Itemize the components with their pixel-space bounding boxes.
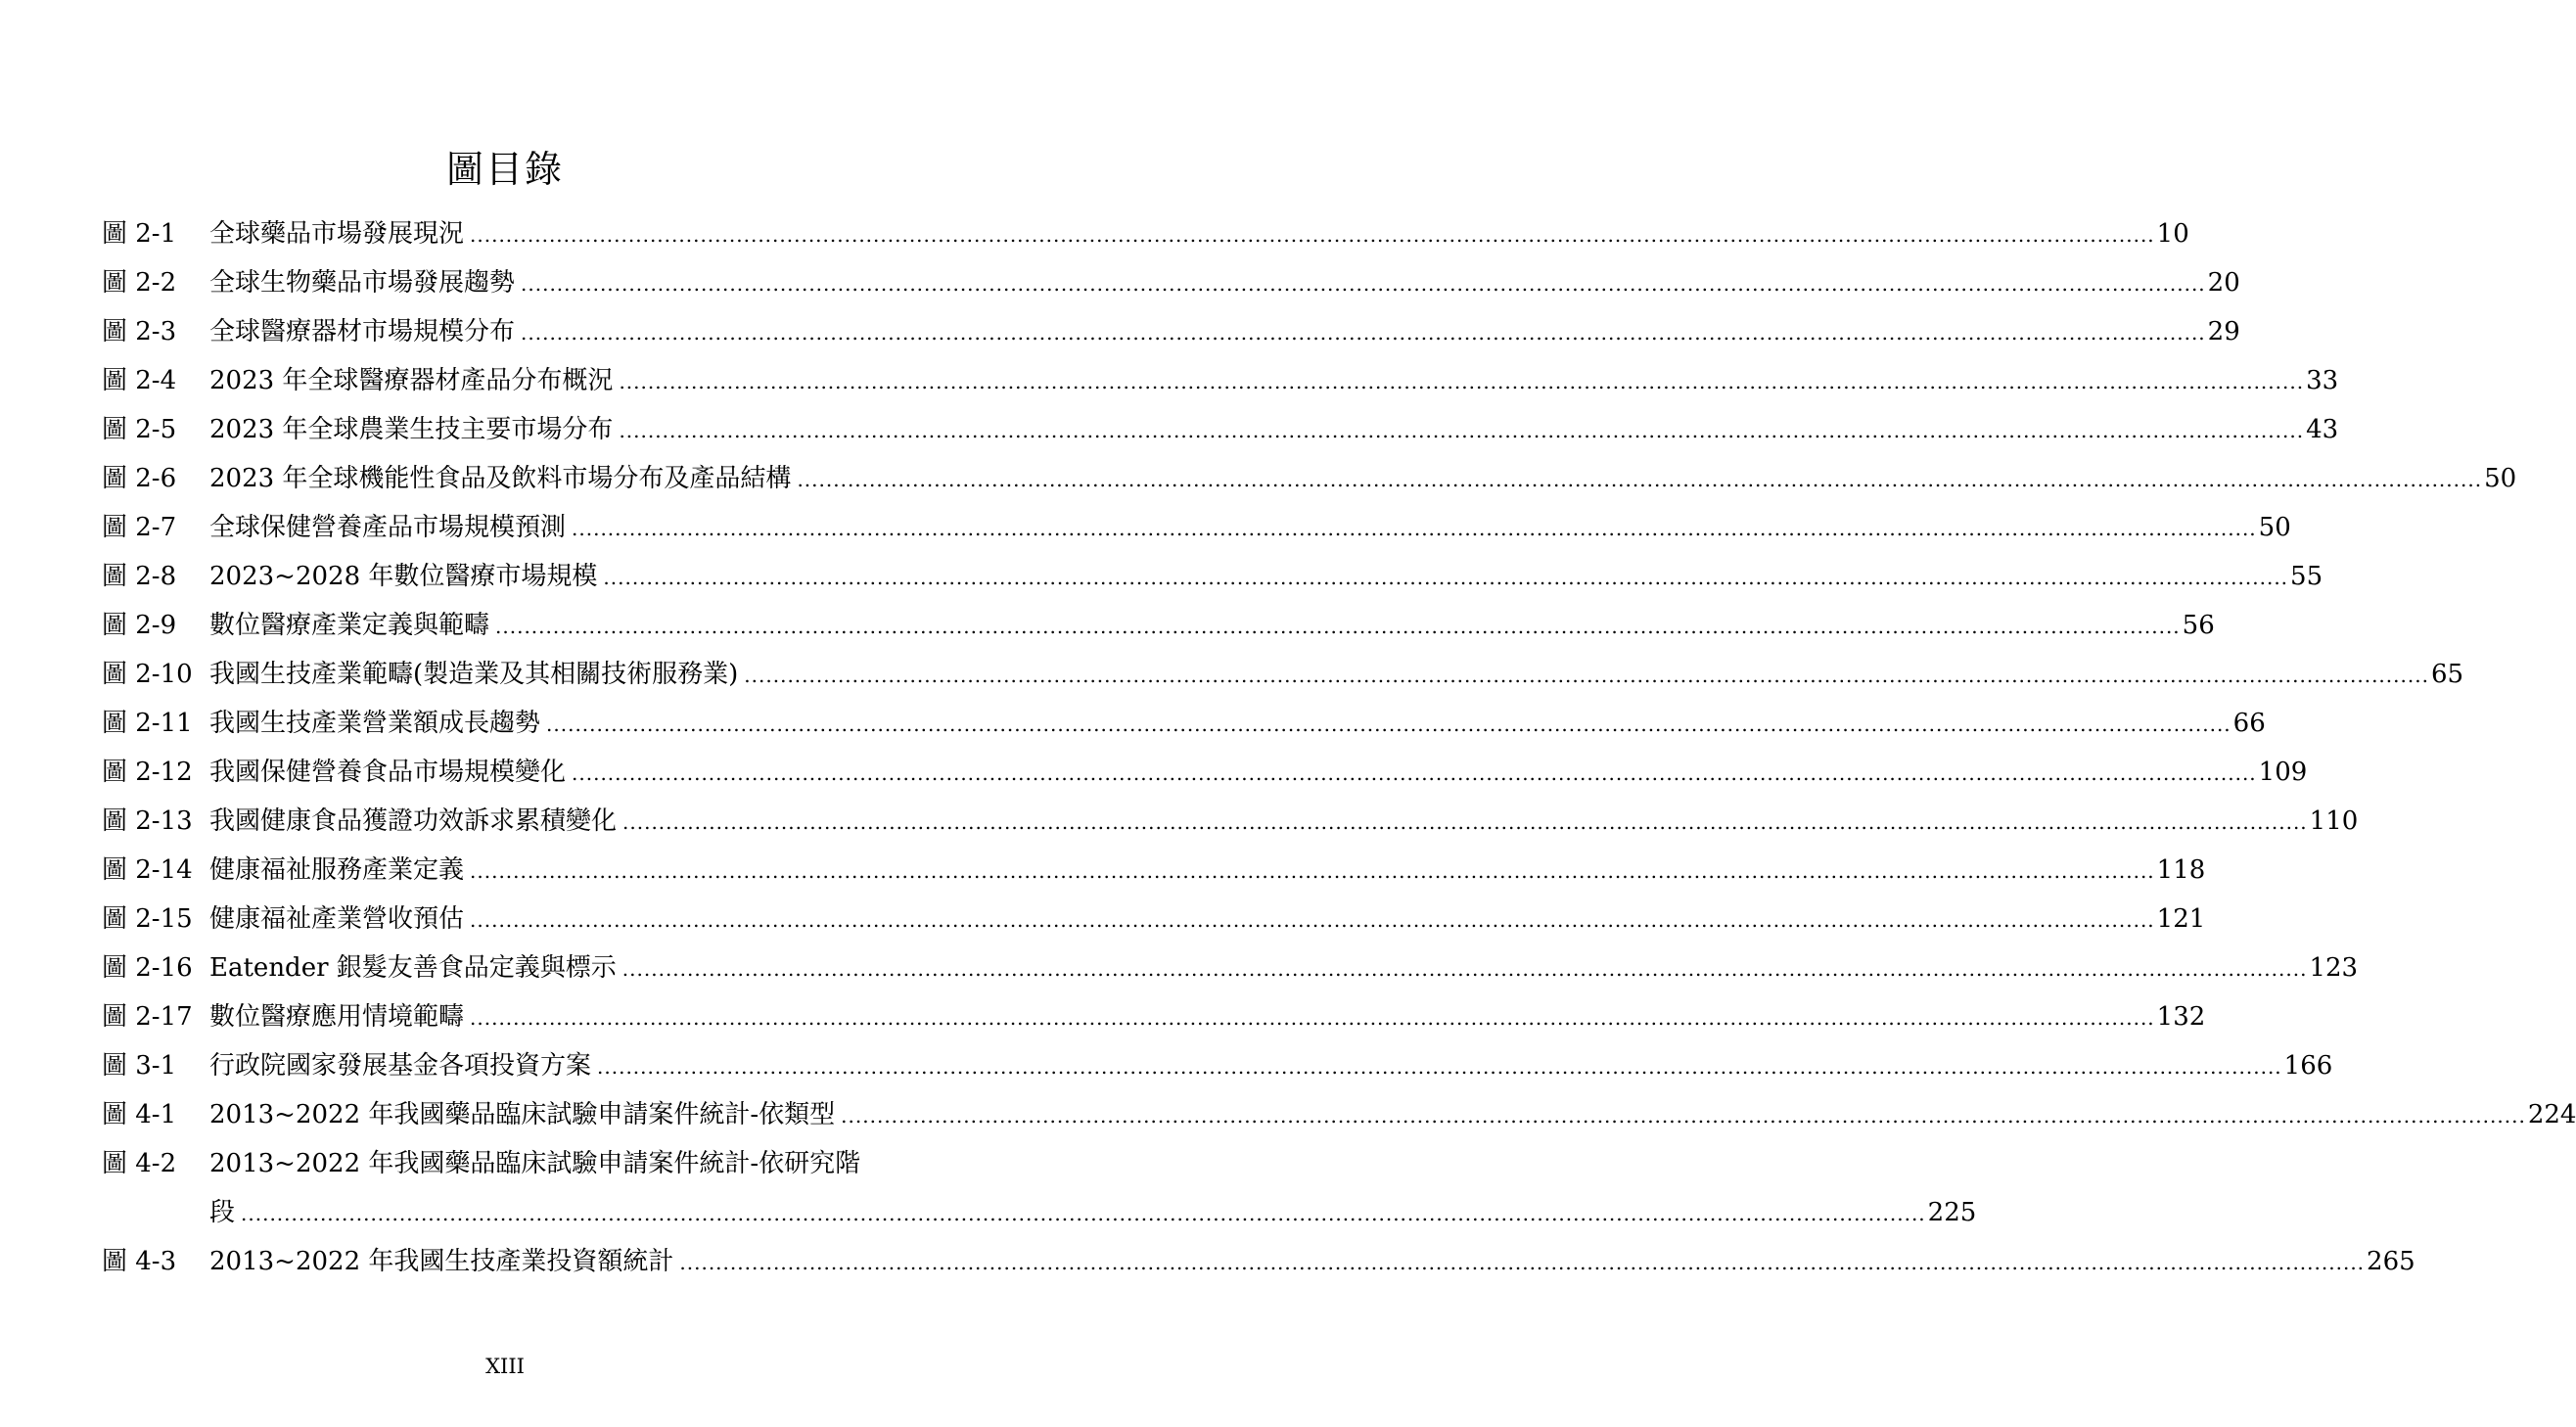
entry-title: 2013~2022 年我國生技產業投資額統計 bbox=[209, 1247, 674, 1276]
entry-label: 圖 4-2 bbox=[102, 1149, 177, 1178]
dot-leader bbox=[495, 602, 2181, 651]
entry-page: 118 bbox=[2156, 855, 2206, 885]
entry-page: 224 bbox=[2527, 1100, 2576, 1129]
entry-page: 33 bbox=[2306, 366, 2339, 395]
entry-title: 全球藥品市場發展現況 bbox=[209, 219, 465, 249]
toc-entry[interactable] bbox=[102, 992, 2206, 1041]
dot-leader bbox=[521, 259, 2206, 308]
entry-label: 圖 3-1 bbox=[102, 1051, 177, 1081]
entry-title: 我國健康食品獲證功效訴求累積變化 bbox=[209, 806, 618, 836]
dot-leader bbox=[572, 504, 2257, 553]
entry-title: 行政院國家發展基金各項投資方案 bbox=[209, 1051, 592, 1081]
toc-entry[interactable] bbox=[102, 356, 2339, 405]
page-number: XIII bbox=[485, 1355, 525, 1378]
entry-label: 圖 4-3 bbox=[102, 1247, 177, 1276]
entry-title: 全球醫療器材市場規模分布 bbox=[209, 317, 516, 346]
entry-label: 圖 2-6 bbox=[102, 464, 177, 493]
entry-label: 圖 2-10 bbox=[102, 660, 193, 689]
entry-page: 166 bbox=[2283, 1051, 2333, 1081]
toc-entry[interactable] bbox=[102, 650, 2464, 699]
entry-label: 圖 2-8 bbox=[102, 562, 177, 591]
toc-entry[interactable] bbox=[102, 944, 2359, 992]
dot-leader bbox=[241, 1189, 1926, 1238]
entry-title: 2023~2028 年數位醫療市場規模 bbox=[209, 562, 598, 591]
toc-entry[interactable] bbox=[102, 209, 2189, 258]
dot-leader bbox=[470, 210, 2155, 259]
entry-label: 圖 2-11 bbox=[102, 709, 193, 738]
toc-entry[interactable] bbox=[102, 748, 2308, 797]
entry-page: 123 bbox=[2309, 953, 2359, 983]
dot-leader bbox=[679, 1238, 2365, 1287]
entry-page: 56 bbox=[2182, 611, 2215, 640]
entry-page: 225 bbox=[1927, 1198, 1977, 1227]
toc-entry[interactable] bbox=[102, 552, 2323, 601]
dot-leader bbox=[597, 1042, 2282, 1091]
entry-page: 265 bbox=[2367, 1247, 2415, 1276]
entry-title: 2013~2022 年我國藥品臨床試驗申請案件統計-依研究階 bbox=[209, 1149, 861, 1178]
entry-page: 109 bbox=[2258, 758, 2308, 787]
dot-leader bbox=[744, 651, 2429, 700]
toc-entry[interactable] bbox=[102, 601, 2215, 650]
dot-leader bbox=[470, 847, 2155, 896]
entry-page: 10 bbox=[2156, 219, 2189, 249]
dot-leader bbox=[521, 308, 2206, 357]
entry-page: 55 bbox=[2290, 562, 2323, 591]
dot-leader bbox=[470, 993, 2155, 1042]
entry-title: 我國生技產業範疇(製造業及其相關技術服務業) bbox=[209, 660, 739, 689]
dot-leader bbox=[470, 896, 2155, 944]
entry-title: 我國生技產業營業額成長趨勢 bbox=[209, 709, 541, 738]
entry-label: 圖 2-1 bbox=[102, 219, 177, 249]
entry-label: 圖 2-3 bbox=[102, 317, 177, 346]
dot-leader bbox=[797, 455, 2482, 504]
toc-entry[interactable] bbox=[102, 258, 2240, 307]
entry-page: 65 bbox=[2430, 660, 2464, 689]
dot-leader bbox=[622, 944, 2308, 993]
entry-label: 圖 2-5 bbox=[102, 415, 177, 444]
figure-list bbox=[102, 209, 2576, 1286]
entry-page: 132 bbox=[2156, 1002, 2206, 1032]
dot-leader bbox=[622, 798, 2308, 847]
toc-entry[interactable] bbox=[102, 503, 2291, 552]
entry-label: 圖 2-16 bbox=[102, 953, 193, 983]
entry-title: 健康福祉產業營收預估 bbox=[209, 904, 465, 934]
toc-entry[interactable] bbox=[102, 454, 2517, 503]
entry-title: 2023 年全球醫療器材產品分布概況 bbox=[209, 366, 614, 395]
entry-page: 20 bbox=[2207, 268, 2240, 298]
entry-title: 全球生物藥品市場發展趨勢 bbox=[209, 268, 516, 298]
dot-leader bbox=[619, 357, 2304, 406]
entry-page: 50 bbox=[2484, 464, 2517, 493]
entry-title-continuation: 段 bbox=[209, 1198, 236, 1227]
toc-entry[interactable] bbox=[102, 405, 2339, 454]
entry-page: 50 bbox=[2258, 513, 2291, 542]
dot-leader bbox=[546, 700, 2231, 749]
entry-label: 圖 2-4 bbox=[102, 366, 177, 395]
entry-title: Eatender 銀髮友善食品定義與標示 bbox=[209, 953, 617, 983]
page-title: 圖目錄 bbox=[445, 148, 564, 191]
entry-label: 圖 2-9 bbox=[102, 611, 177, 640]
toc-entry[interactable] bbox=[102, 1090, 2576, 1139]
toc-entry[interactable] bbox=[102, 797, 2359, 846]
entry-title: 2023 年全球機能性食品及飲料市場分布及產品結構 bbox=[209, 464, 792, 493]
toc-entry[interactable] bbox=[102, 846, 2206, 895]
entry-title: 2023 年全球農業生技主要市場分布 bbox=[209, 415, 614, 444]
toc-entry[interactable] bbox=[102, 1139, 893, 1188]
entry-page: 110 bbox=[2309, 806, 2359, 836]
entry-title: 我國保健營養食品市場規模變化 bbox=[209, 758, 567, 787]
entry-label: 圖 2-17 bbox=[102, 1002, 193, 1032]
toc-entry[interactable] bbox=[102, 1237, 2415, 1286]
entry-title: 健康福祉服務產業定義 bbox=[209, 855, 465, 885]
entry-page: 66 bbox=[2232, 709, 2266, 738]
entry-page: 29 bbox=[2207, 317, 2240, 346]
entry-page: 43 bbox=[2306, 415, 2339, 444]
entry-title: 數位醫療應用情境範疇 bbox=[209, 1002, 465, 1032]
entry-title: 2013~2022 年我國藥品臨床試驗申請案件統計-依類型 bbox=[209, 1100, 836, 1129]
toc-entry[interactable] bbox=[102, 699, 2266, 748]
entry-label: 圖 2-7 bbox=[102, 513, 177, 542]
entry-label: 圖 2-13 bbox=[102, 806, 193, 836]
entry-page: 121 bbox=[2156, 904, 2206, 934]
dot-leader bbox=[841, 1091, 2526, 1140]
dot-leader bbox=[572, 749, 2257, 798]
entry-label: 圖 2-14 bbox=[102, 855, 193, 885]
entry-label: 圖 2-15 bbox=[102, 904, 193, 934]
entry-label: 圖 4-1 bbox=[102, 1100, 177, 1129]
entry-title: 數位醫療產業定義與範疇 bbox=[209, 611, 490, 640]
dot-leader bbox=[603, 553, 2288, 602]
entry-label: 圖 2-12 bbox=[102, 758, 193, 787]
toc-entry[interactable] bbox=[102, 307, 2240, 356]
dot-leader bbox=[619, 406, 2304, 455]
entry-label: 圖 2-2 bbox=[102, 268, 177, 298]
entry-title: 全球保健營養產品市場規模預測 bbox=[209, 513, 567, 542]
toc-entry-continuation[interactable] bbox=[102, 1188, 1977, 1237]
toc-entry[interactable] bbox=[102, 1041, 2333, 1090]
toc-entry[interactable] bbox=[102, 895, 2206, 944]
